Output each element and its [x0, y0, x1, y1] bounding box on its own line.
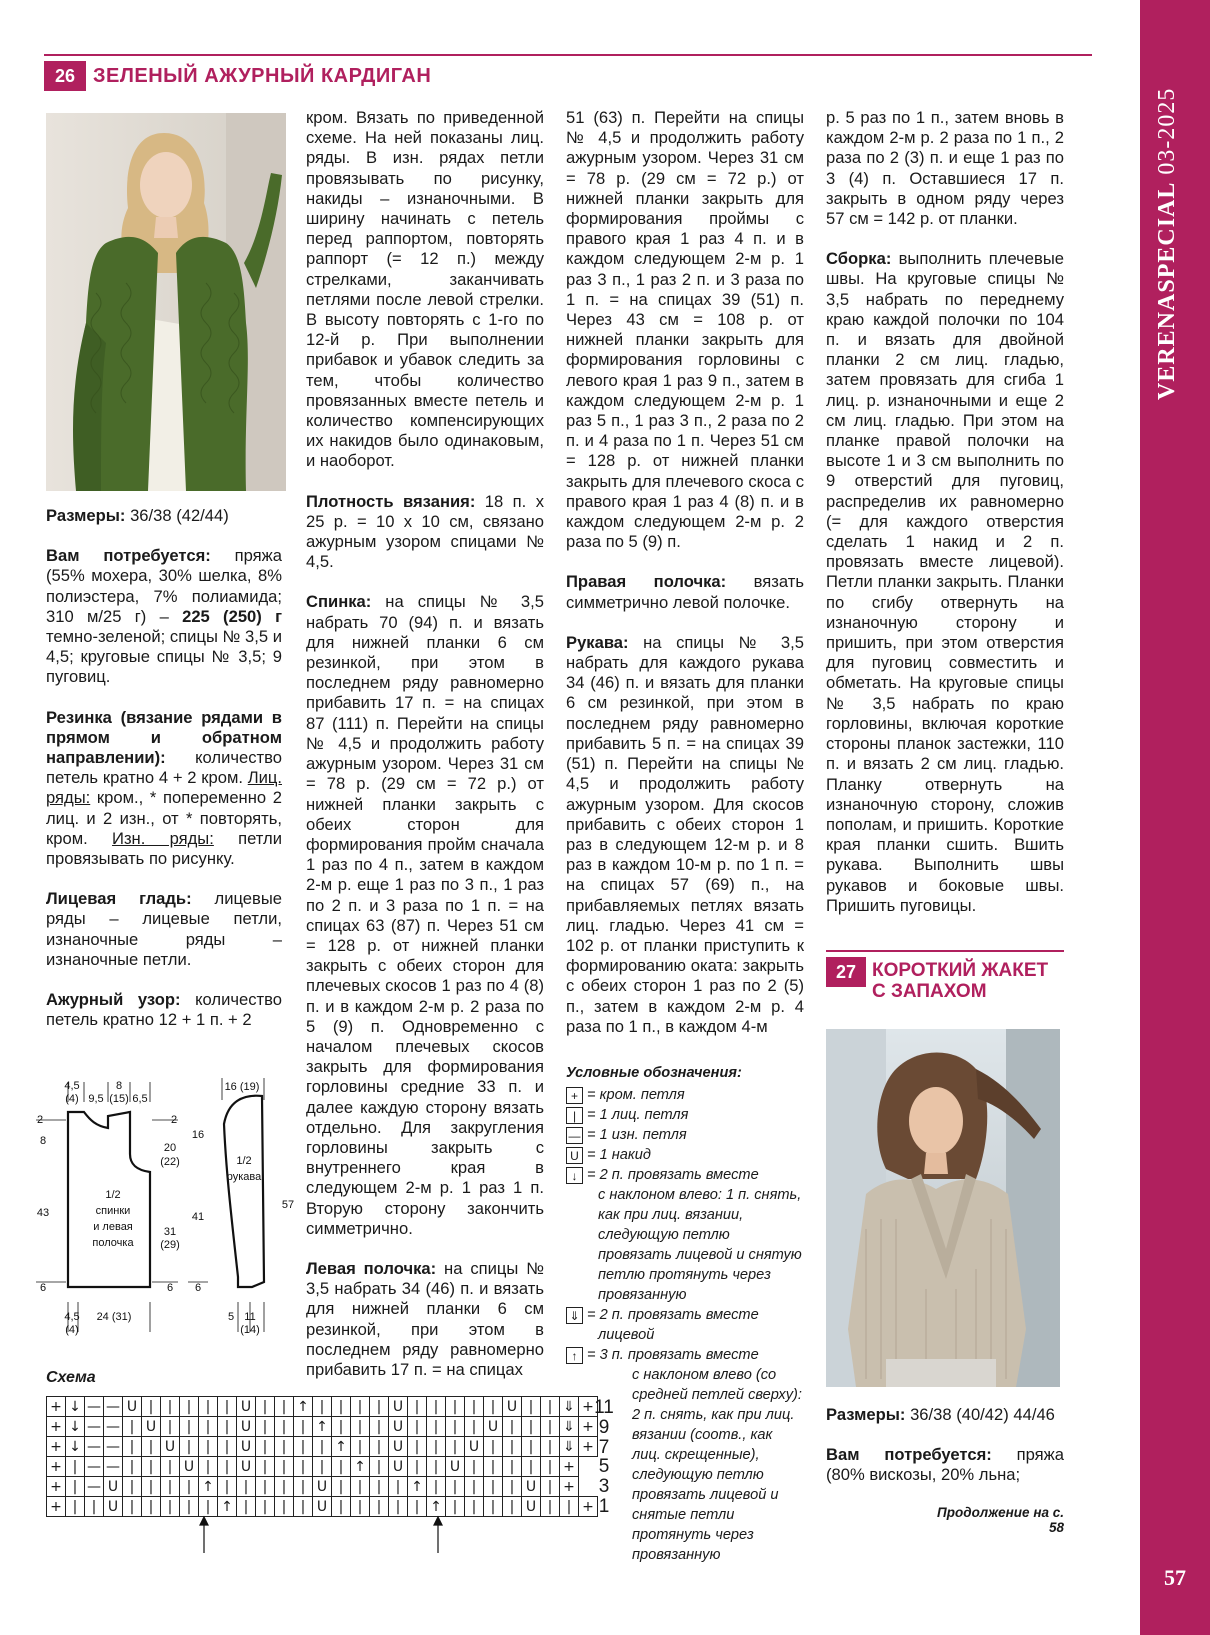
dim-bottom-45: 4,5	[64, 1311, 80, 1323]
chart-cell: ↑	[332, 1437, 351, 1457]
continued-note: Продолжение на с. 58	[937, 1505, 1064, 1535]
dim-29: (29)	[160, 1239, 180, 1251]
chart-cell: |	[180, 1397, 199, 1417]
section27-title: КОРОТКИЙ ЖАКЕТ С ЗАПАХОМ	[872, 960, 1049, 1002]
chart-cell: ↓	[66, 1437, 85, 1457]
chart-cell: |	[66, 1477, 85, 1497]
chart-cell: ↑	[294, 1397, 313, 1417]
chart-cell: |	[218, 1417, 237, 1437]
chart-cell: —	[85, 1397, 104, 1417]
chart-cell: U	[104, 1477, 123, 1497]
legend-item-k2tog: ⇓ = 2 п. провязать вместе	[566, 1305, 802, 1325]
paragraph-left-front: Левая полочка: на спицы № 3,5 набрать 34 (46) п. и вязать для нижней планки 6 см резинкой, при этом в последнем ряду равномерно прибавить 17 п. = на спицах	[306, 1258, 544, 1379]
chart-cell: |	[66, 1497, 85, 1517]
chart-cell: |	[218, 1477, 237, 1497]
chart-cell: |	[351, 1477, 370, 1497]
chart-cell: U	[484, 1417, 503, 1437]
dim-top-15: (15)	[109, 1093, 129, 1105]
paragraph-right-front: Правая полочка: вязать симметрично левой полочке.	[566, 572, 804, 612]
legend-item-purl: — = 1 изн. петля	[566, 1125, 802, 1145]
dim-31: 31	[163, 1226, 177, 1238]
chart-cell: U	[313, 1497, 332, 1517]
chart-cell: |	[332, 1497, 351, 1517]
back-label-1: 1/2	[105, 1189, 121, 1201]
chart-cell: —	[104, 1417, 123, 1437]
chart-cell: |	[85, 1497, 104, 1517]
chart-cell: |	[161, 1417, 180, 1437]
chart-cell: |	[465, 1477, 484, 1497]
chart-cell: |	[503, 1457, 522, 1477]
chart-cell: |	[294, 1497, 313, 1517]
paragraph-pattern-notes: кром. Вязать по приведенной схеме. На ней показаны лиц. ряды. В изн. рядах петли провязывать по рисунку, накиды – изнаночными. В ширину начинать с петель перед раппортом, повторять раппорт (= 12 п.) между стрелками, заканчивать петлями после левой стрелки. В высоту повторять с 1-го по 12-й р. При выполнении прибавок и убавок следить за тем, чтобы количество провязанных вместе петель и количество компенсирующих их накидов было одинаковым, и наоборот.	[306, 108, 544, 471]
sleeve-label-1: 1/2	[236, 1155, 252, 1167]
chart-cell: |	[427, 1417, 446, 1437]
dim-6-right: 6	[166, 1282, 174, 1294]
dim-2-left: 2	[36, 1114, 44, 1126]
chart-cell: ↓	[66, 1397, 85, 1417]
chart-cell: |	[408, 1417, 427, 1437]
section-title: ЗЕЛЕНЫЙ АЖУРНЫЙ КАРДИГАН	[93, 65, 432, 87]
chart-cell: |	[541, 1477, 560, 1497]
chart-cell: |	[256, 1437, 275, 1457]
chart-cell: |	[218, 1437, 237, 1457]
chart-cell: |	[275, 1437, 294, 1457]
chart-cell: |	[294, 1477, 313, 1497]
section-number: 26	[44, 61, 86, 91]
cdd-symbol-icon: ↑	[566, 1347, 583, 1364]
chart-cell: |	[142, 1457, 161, 1477]
magazine-brand: VERENASPECIAL 03-2025	[1154, 87, 1180, 400]
chart-cell: |	[427, 1457, 446, 1477]
dim-22: (22)	[160, 1156, 180, 1168]
chart-cell: U	[389, 1437, 408, 1457]
paragraph-sizes: Размеры: 36/38 (42/44)	[46, 506, 229, 525]
chart-cell: |	[123, 1477, 142, 1497]
chart-cell: |	[332, 1397, 351, 1417]
chart-cell: |	[142, 1477, 161, 1497]
chart-cell: |	[218, 1397, 237, 1417]
chart-cell: |	[161, 1397, 180, 1417]
chart-cell: |	[541, 1397, 560, 1417]
chart-cell: |	[332, 1457, 351, 1477]
chart-cell: U	[237, 1397, 256, 1417]
chart-cell: |	[408, 1457, 427, 1477]
chart-cell: |	[370, 1457, 389, 1477]
chart-cell: |	[199, 1437, 218, 1457]
chart-cell: —	[85, 1417, 104, 1437]
chart-cell: |	[256, 1457, 275, 1477]
chart-cell: |	[446, 1397, 465, 1417]
chart-cell: |	[161, 1477, 180, 1497]
chart-cell: |	[199, 1397, 218, 1417]
chart-cell: U	[313, 1477, 332, 1497]
chart-cell: |	[142, 1397, 161, 1417]
dim-43: 43	[36, 1207, 50, 1219]
chart-cell: U	[465, 1437, 484, 1457]
header-rule	[44, 54, 1092, 56]
chart-cell: ⇓	[560, 1417, 579, 1437]
schematic-diagram	[28, 1072, 318, 1362]
page-number: 57	[1164, 1565, 1186, 1590]
chart-cell: |	[313, 1437, 332, 1457]
chart-cell: |	[161, 1457, 180, 1477]
chart-cell: |	[275, 1457, 294, 1477]
text-column-3	[566, 108, 804, 1057]
chart-cell: |	[541, 1417, 560, 1437]
chart-cell: U	[503, 1397, 522, 1417]
chart-cell: |	[256, 1477, 275, 1497]
chart-cell: |	[446, 1477, 465, 1497]
chart-cell: —	[104, 1397, 123, 1417]
chart-cell: +	[47, 1417, 66, 1437]
chart-cell: |	[389, 1477, 408, 1497]
chart-cell: |	[218, 1457, 237, 1477]
chart-cell: +	[579, 1417, 598, 1437]
chart-row	[47, 1417, 598, 1437]
paragraph-stockinette: Лицевая гладь: лицевые ряды – лицевые петли, изнаночные ряды – изнаночные петли.	[46, 889, 282, 969]
sleeve-dim-57: 57	[281, 1199, 295, 1211]
selvage-symbol-icon: +	[566, 1087, 583, 1104]
chart-cell: |	[256, 1417, 275, 1437]
schema-title: Схема	[46, 1369, 96, 1386]
chart-row	[47, 1397, 598, 1417]
chart-cell: U	[389, 1417, 408, 1437]
chart-cell: |	[541, 1437, 560, 1457]
chart-cell: |	[503, 1417, 522, 1437]
chart-cell: |	[522, 1397, 541, 1417]
chart-cell: |	[294, 1437, 313, 1457]
chart-cell: |	[408, 1397, 427, 1417]
dim-top-65: 6,5	[132, 1093, 148, 1105]
chart-cell: |	[294, 1457, 313, 1477]
chart-cell: |	[332, 1477, 351, 1497]
chart-cell: —	[104, 1457, 123, 1477]
chart-cell: |	[142, 1497, 161, 1517]
chart-cell: ↓	[66, 1417, 85, 1437]
chart-cell: U	[142, 1417, 161, 1437]
chart-cell: |	[275, 1397, 294, 1417]
chart-cell: |	[180, 1477, 199, 1497]
chart-cell: |	[351, 1417, 370, 1437]
chart-cell: ↑	[199, 1477, 218, 1497]
chart-row	[47, 1477, 598, 1497]
chart-cell: |	[294, 1417, 313, 1437]
chart-cell: |	[370, 1397, 389, 1417]
chart-cell: |	[180, 1417, 199, 1437]
legend-item-selvage: + = кром. петля	[566, 1085, 802, 1105]
dim-6-left: 6	[39, 1282, 47, 1294]
dim-8: 8	[39, 1135, 47, 1147]
back-label-2: спинки	[95, 1205, 131, 1217]
chart-cell: |	[256, 1397, 275, 1417]
dim-top-95: 9,5	[88, 1093, 104, 1105]
chart-cell: |	[370, 1437, 389, 1457]
chart-cell: U	[104, 1497, 123, 1517]
chart-cell: ↑	[408, 1477, 427, 1497]
chart-cell: |	[560, 1497, 579, 1517]
chart-row	[47, 1497, 598, 1517]
chart-cell: ⇓	[560, 1437, 579, 1457]
chart-cell: |	[123, 1417, 142, 1437]
legend-item-yarnover: U = 1 накид	[566, 1145, 802, 1165]
chart-cell: |	[123, 1497, 142, 1517]
chart-cell: +	[47, 1457, 66, 1477]
dim-bottom-4: (4)	[65, 1324, 79, 1336]
chart-cell: |	[522, 1457, 541, 1477]
sleeve-dim-6: 6	[194, 1282, 202, 1294]
chart-cell: |	[541, 1497, 560, 1517]
paragraph-left-front-cont: 51 (63) п. Перейти на спицы № 4,5 и продолжить работу ажурным узором. Через 31 см = 78 р. (29 см = 72 р.) от нижней планки закрыть для формирования проймы с правого края 1 раз 4 п. и в каждом следующем 2-м р. 1 раз 3 п., 1 раз 2 п. и 3 раза по 1 п. = на спицах 39 (51) п. Через 43 см = 108 р. от нижней планки закрыть для формирования горловины с левого края 1 раз 9 п., затем в каждом следующем 2-м р. 1 раз 5 п., 1 раз 3 п., 2 раза по 2 п. и 4 раза по 1 п. Через 51 см = 128 р. от нижней планки закрыть для плечевого скоса с правого края 1 раз 4 (8) п. и в каждом следующем 2-м р. 2 раза по 5 (9) п.	[566, 108, 804, 552]
paragraph-sleeves: Рукава: на спицы № 3,5 набрать для каждого рукава 34 (46) п. и вязать для планки 6 см резинкой, при этом в последнем ряду равномерно прибавить 5 п. = на спицах 39 (51) п. Перейти на спицы № 4,5 и продолжить работу ажурным узором. Для скосов прибавить с обеих сторон 1 раз в следующем 12-м р. и 8 раз в каждом 10-м р. по 1 п. = на спицах 57 (69) п., на прибавляемых петлях вязать лиц. гладью. Через 41 см = 102 р. от планки приступить к формированию оката: закрыть с обеих сторон 1 раз по 2 (5) п., затем в каждом 2-м р. 4 раза по 1 п., в каждом 4-м	[566, 632, 804, 1036]
chart-row	[47, 1437, 598, 1457]
sleeve-dim-14: (14)	[240, 1324, 260, 1336]
sleeve-dim-16: 16	[191, 1129, 205, 1141]
back-label-4: полочка	[92, 1237, 134, 1249]
chart-cell: |	[123, 1437, 142, 1457]
chart-cell: |	[427, 1477, 446, 1497]
chart-cell: —	[85, 1477, 104, 1497]
chart-cell: |	[142, 1437, 161, 1457]
chart-cell: ↑	[427, 1497, 446, 1517]
chart-cell: |	[275, 1477, 294, 1497]
chart-cell: |	[465, 1497, 484, 1517]
chart-cell: |	[427, 1397, 446, 1417]
legend-item-cdd-desc: с наклоном влево (со средней петлей сверху): 2 п. снять, как при лиц. вязании (соотв., как лиц. скрещенные), следующую петлю провязать лицевой и снятые петли протянуть через провязанную	[632, 1367, 802, 1563]
chart-cell: |	[522, 1437, 541, 1457]
chart-cell: ⇓	[560, 1397, 579, 1417]
legend-item-cdd: ↑ = 3 п. провязать вместе	[566, 1345, 802, 1365]
chart-cell: |	[503, 1437, 522, 1457]
chart-cell: |	[408, 1437, 427, 1457]
section27-sizes: Размеры: 36/38 (40/42) 44/46	[826, 1405, 1055, 1424]
yarnover-symbol-icon: U	[566, 1147, 583, 1164]
chart-cell: |	[370, 1477, 389, 1497]
chart-cell: |	[522, 1417, 541, 1437]
chart-row	[47, 1457, 598, 1477]
text-column-1	[46, 506, 282, 1050]
chart-cell: |	[503, 1477, 522, 1497]
chart-cell: +	[579, 1437, 598, 1457]
chart-cell: U	[522, 1497, 541, 1517]
chart-cell: |	[199, 1417, 218, 1437]
paragraph-gauge: Плотность вязания: 18 п. х 25 р. = 10 х 10 см, связано ажурным узором спицами № 4,5.	[306, 491, 544, 572]
chart-cell: |	[332, 1417, 351, 1437]
chart-cell: |	[541, 1457, 560, 1477]
paragraph-assembly: Сборка: выполнить плечевые швы. На круговые спицы № 3,5 набрать по переднему краю каждой полочки по 104 п. и вязать для двойной планки 2 см лиц. гладью, затем провязать для сгиба 1 лиц. р. изнаночными и еще 2 см лиц. гладью. При этом на планке правой полочки на высоте 1 и 3 см выполнить по 9 отверстий для пуговиц, распределив их равномерно (= для каждого отверстия сделать 1 накид и 2 п. провязать вместе лицевой). Петли планки закрыть. Планки по сгибу отвернуть на изнаночную сторону и пришить, при этом отверстия для пуговиц совместить и обметать. На круговые спицы № 3,5 набрать по краю горловины, включая короткие стороны планок застежки, 110 п. и вязать 2 см лиц. гладью. Планку отвернуть на изнаночную сторону, сложив пополам, и пришить. Короткие края планки сшить. Вшить рукава. Выполнить швы рукавов и боковые швы. Пришить пуговицы.	[826, 249, 1064, 915]
chart-cell: |	[408, 1497, 427, 1517]
chart-cell: |	[389, 1497, 408, 1517]
dim-top-45: 4,5	[64, 1080, 80, 1092]
chart-cell: ↑	[351, 1457, 370, 1477]
chart-cell: U	[237, 1457, 256, 1477]
ssk-symbol-icon: ↓	[566, 1167, 583, 1184]
chart-cell: —	[85, 1437, 104, 1457]
chart-cell: |	[503, 1497, 522, 1517]
chart-cell: |	[199, 1457, 218, 1477]
section27-text	[826, 1405, 1064, 1486]
chart-cell: |	[484, 1457, 503, 1477]
section27-number: 27	[826, 957, 866, 987]
paragraph-lace: Ажурный узор: количество петель кратно 12 + 1 п. + 2	[46, 990, 282, 1030]
chart-cell: +	[560, 1457, 579, 1477]
chart-cell: |	[351, 1497, 370, 1517]
legend-item-ssk-desc: с наклоном влево: 1 п. снять, как при лиц. вязании, следующую петлю провязать лицевой и снятую петлю протянуть через провязанную	[598, 1187, 802, 1303]
chart-cell: |	[313, 1457, 332, 1477]
cardigan-photo	[46, 113, 286, 491]
sleeve-dim-41: 41	[191, 1211, 205, 1223]
paragraph-back: Спинка: на спицы № 3,5 набрать 70 (94) п. и вязать для нижней планки 6 см резинкой, при этом в последнем ряду равномерно прибавить 17 п. = на спицах 87 (111) п. Перейти на спицы № 4,5 и продолжить работу ажурным узором. Через 31 см = 78 р. (29 см = 72 р.) от нижней планки закрыть с обеих сторон для формирования пройм сначала 1 раз по 4 п., затем в каждом 2-м р. еще 1 раз по 3 п., 1 раз по 2 п. и 3 раза по 1 п. = на спицах 63 (87) п. Через 51 см = 128 р. от нижней планки закрыть с обеих сторон для плечевых скосов 1 раз по 4 (8) п. и в каждом 2-м р. 2 раза по 5 (9) п. Одновременно с началом плечевых скосов закрыть для формирования горловины средние 33 п. и далее каждую сторону вязать отдельно. Для закругления горловины закрыть с внутреннего края в следующем 2-м р. 1 раз 1 п. Вторую сторону закончить симметрично.	[306, 592, 544, 1238]
chart-cell: |	[351, 1397, 370, 1417]
chart-cell: |	[237, 1497, 256, 1517]
chart-cell: |	[237, 1477, 256, 1497]
paragraph-materials: Вам потребуется: пряжа (55% мохера, 30% шелка, 8% полиэстера, 7% полиамида; 310 м/25 г) – 225 (250) г темно-зеленой; спицы № 3,5 и 4,5; круговые спицы № 3,5; 9 пуговиц.	[46, 546, 282, 687]
chart-cell: +	[47, 1497, 66, 1517]
repeat-arrows	[46, 1515, 646, 1555]
row-numbers: 11 9 7 5 3 1	[594, 1397, 614, 1517]
sleeve-dim-top: 16 (19)	[224, 1081, 260, 1093]
chart-cell: |	[446, 1497, 465, 1517]
chart-cell: |	[180, 1437, 199, 1457]
dim-top-8: 8	[115, 1080, 123, 1092]
chart-cell: U	[446, 1457, 465, 1477]
chart-cell: |	[370, 1417, 389, 1437]
chart-cell: |	[465, 1397, 484, 1417]
legend-item-ssk: ↓ = 2 п. провязать вместе	[566, 1165, 802, 1185]
legend-item-knit: | = 1 лиц. петля	[566, 1105, 802, 1125]
dim-top-4: (4)	[65, 1093, 79, 1105]
chart-cell: +	[47, 1437, 66, 1457]
chart-cell: |	[123, 1457, 142, 1477]
dim-2-right: 2	[170, 1114, 178, 1126]
chart-cell: +	[47, 1397, 66, 1417]
chart-cell: ↑	[218, 1497, 237, 1517]
jacket-photo	[826, 1029, 1060, 1387]
chart-cell: |	[275, 1497, 294, 1517]
chart-cell: |	[427, 1437, 446, 1457]
chart-cell: |	[256, 1497, 275, 1517]
chart-cell: +	[579, 1497, 598, 1517]
chart-cell: U	[522, 1477, 541, 1497]
sleeve-dim-11: 11	[244, 1311, 256, 1323]
chart-cell: ↑	[313, 1417, 332, 1437]
chart-cell: |	[465, 1457, 484, 1477]
dim-20: 20	[163, 1142, 177, 1154]
chart-cell: |	[199, 1497, 218, 1517]
back-label-3: и левая	[93, 1221, 133, 1233]
chart-cell: |	[351, 1437, 370, 1457]
chart-cell: |	[313, 1397, 332, 1417]
chart-cell: +	[47, 1477, 66, 1497]
chart-cell: U	[389, 1397, 408, 1417]
legend-item-k2tog-desc: лицевой	[598, 1327, 655, 1343]
paragraph-rib: Резинка (вязание рядами в прямом и обратном направлении): количество петель кратно 4 + 2 кром. Лиц. ряды: кром., * попеременно 2 лиц. и 2 изн., от * повторять, кром. Изн. ряды: петли провязывать по рисунку.	[46, 707, 282, 869]
paragraph-sleeves-cont: р. 5 раз по 1 п., затем вновь в каждом 2-м р. 2 раза по 1 п., 2 раза по 2 (3) п. и еще 1 раз по 3 (4) п. Оставшиеся 17 п. закрыть в одном ряду через 57 см = 142 р. от планки.	[826, 108, 1064, 229]
chart-cell: |	[370, 1497, 389, 1517]
knit-symbol-icon: |	[566, 1107, 583, 1124]
chart-cell: |	[484, 1497, 503, 1517]
k2tog-symbol-icon: ⇓	[566, 1307, 583, 1324]
chart-cell: |	[180, 1497, 199, 1517]
text-column-2	[306, 108, 544, 1400]
section27-rule	[826, 950, 1064, 952]
sleeve-label-2: рукава	[226, 1171, 262, 1183]
chart-cell: |	[275, 1417, 294, 1437]
chart-cell: U	[389, 1457, 408, 1477]
text-column-4	[826, 108, 1064, 936]
chart-cell: —	[104, 1437, 123, 1457]
chart-cell: |	[484, 1397, 503, 1417]
chart-cell: |	[161, 1497, 180, 1517]
chart-cell: +	[579, 1397, 598, 1417]
chart-cell: U	[237, 1437, 256, 1457]
stitch-chart	[46, 1396, 598, 1517]
section27-materials: Вам потребуется: пряжа (80% вискозы, 20% льна;	[826, 1445, 1064, 1485]
sleeve-dim-5: 5	[227, 1311, 235, 1323]
chart-cell: |	[484, 1477, 503, 1497]
chart-cell: —	[85, 1457, 104, 1477]
legend-title: Условные обозначения:	[566, 1065, 742, 1081]
chart-cell: |	[446, 1417, 465, 1437]
chart-cell: U	[123, 1397, 142, 1417]
chart-cell: |	[465, 1417, 484, 1437]
chart-cell: |	[484, 1437, 503, 1457]
chart-cell: U	[237, 1417, 256, 1437]
chart-cell: +	[560, 1477, 579, 1497]
chart-cell: U	[180, 1457, 199, 1477]
chart-cell: |	[446, 1437, 465, 1457]
purl-symbol-icon: —	[566, 1127, 583, 1144]
chart-cell: |	[66, 1457, 85, 1477]
dim-bottom-24: 24 (31)	[96, 1311, 132, 1323]
chart-cell: U	[161, 1437, 180, 1457]
